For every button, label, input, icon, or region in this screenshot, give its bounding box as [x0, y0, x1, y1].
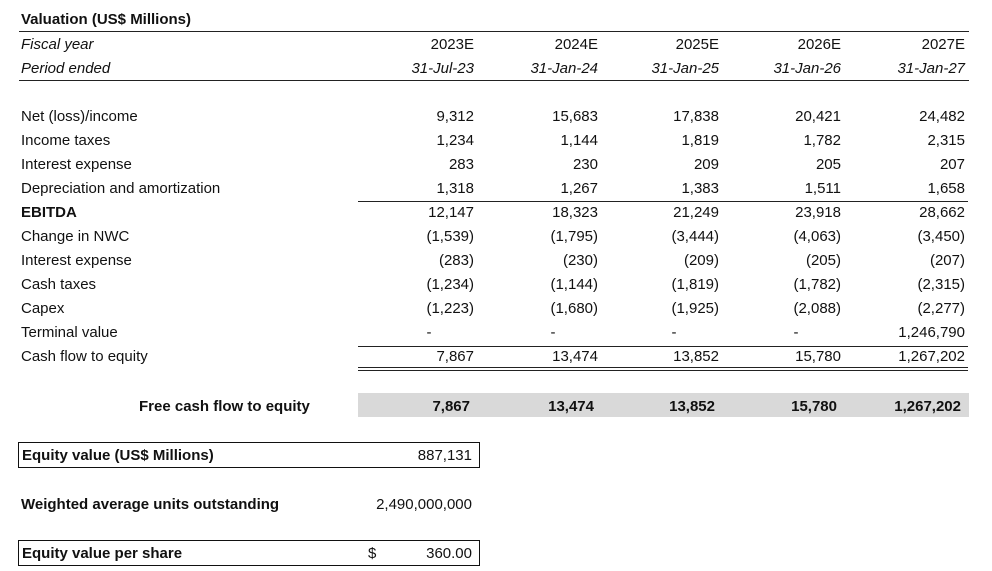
row-label: Change in NWC [21, 228, 130, 245]
row-label: Interest expense [21, 156, 132, 173]
table-cell: (207) [929, 252, 965, 269]
row-label: EBITDA [21, 204, 77, 221]
units-value: 2,490,000,000 [376, 496, 472, 513]
header-underline [19, 80, 969, 81]
table-cell: (1,782) [793, 276, 841, 293]
table-cell: (230) [562, 252, 598, 269]
fcf-value: 13,852 [669, 398, 715, 415]
table-cell: 1,267 [560, 180, 598, 197]
table-cell: 1,318 [436, 180, 474, 197]
row-label: Terminal value [21, 324, 118, 341]
period-header: 31-Jan-25 [651, 60, 719, 77]
table-cell: 20,421 [795, 108, 841, 125]
table-cell: (3,450) [917, 228, 965, 245]
table-cell: 1,234 [436, 132, 474, 149]
table-cell: (209) [683, 252, 719, 269]
ebitda-top-border [358, 201, 968, 202]
units-label: Weighted average units outstanding [21, 496, 280, 513]
year-header: 2027E [921, 36, 965, 53]
row-label: Interest expense [21, 252, 132, 269]
table-cell: 1,511 [804, 180, 841, 197]
table-cell: (2,088) [793, 300, 841, 317]
table-cell: (283) [438, 252, 474, 269]
table-cell: 12,147 [428, 204, 474, 221]
fcf-value: 13,474 [548, 398, 594, 415]
table-cell: 13,852 [673, 348, 719, 365]
row-label: Income taxes [21, 132, 111, 149]
per-share-label: Equity value per share [22, 545, 183, 562]
period-header: 31-Jan-24 [530, 60, 598, 77]
row-label: Cash taxes [21, 276, 97, 293]
fcf-value: 1,267,202 [894, 398, 961, 415]
table-cell: 205 [815, 156, 841, 173]
year-header: 2026E [797, 36, 841, 53]
cfe-top-border [358, 346, 968, 347]
row-label: Cash flow to equity [21, 348, 148, 365]
table-cell: 17,838 [673, 108, 719, 125]
period-header: 31-Jan-26 [773, 60, 841, 77]
table-cell: 15,780 [795, 348, 841, 365]
table-cell: 283 [448, 156, 474, 173]
table-cell: 209 [693, 156, 719, 173]
fcf-value: 15,780 [791, 398, 837, 415]
table-cell: (2,315) [917, 276, 965, 293]
table-cell: 21,249 [673, 204, 719, 221]
table-cell: (1,680) [550, 300, 598, 317]
row-label: Depreciation and amortization [21, 180, 221, 197]
table-cell: 207 [939, 156, 965, 173]
table-cell: (205) [805, 252, 841, 269]
period-label: Period ended [21, 60, 111, 77]
cfe-double-border-1 [358, 367, 968, 368]
table-cell: 2,315 [927, 132, 965, 149]
per-share-value: 360.00 [426, 545, 472, 562]
table-cell: 230 [572, 156, 598, 173]
table-cell: (1,819) [671, 276, 719, 293]
table-cell: 15,683 [552, 108, 598, 125]
fcf-value: 7,867 [432, 398, 470, 415]
table-cell: 1,267,202 [898, 348, 965, 365]
fiscal-year-label: Fiscal year [21, 36, 94, 53]
table-cell: - [550, 324, 556, 341]
table-cell: - [426, 324, 432, 341]
table-cell: 1,782 [803, 132, 841, 149]
table-cell: (2,277) [917, 300, 965, 317]
cfe-double-border-2 [358, 370, 968, 371]
table-cell: 1,144 [560, 132, 598, 149]
row-label: Capex [21, 300, 65, 317]
table-cell: (1,234) [426, 276, 474, 293]
table-cell: 28,662 [919, 204, 965, 221]
table-cell: (4,063) [793, 228, 841, 245]
year-header: 2025E [675, 36, 719, 53]
table-cell: 1,658 [927, 180, 965, 197]
table-cell: 1,246,790 [898, 324, 965, 341]
title-underline [19, 31, 969, 32]
equity-value-label: Equity value (US$ Millions) [22, 447, 214, 464]
table-cell: 23,918 [795, 204, 841, 221]
table-cell: (1,539) [426, 228, 474, 245]
equity-value: 887,131 [417, 447, 472, 464]
table-cell: (1,144) [550, 276, 598, 293]
table-cell: (1,795) [550, 228, 598, 245]
page-title: Valuation (US$ Millions) [21, 11, 192, 28]
table-cell: (3,444) [671, 228, 719, 245]
row-label: Net (loss)/income [21, 108, 138, 125]
table-cell: - [793, 324, 799, 341]
table-cell: 13,474 [552, 348, 598, 365]
per-share-currency: $ [368, 545, 377, 562]
year-header: 2024E [554, 36, 598, 53]
period-header: 31-Jul-23 [411, 60, 474, 77]
table-cell: 18,323 [552, 204, 598, 221]
table-cell: (1,925) [671, 300, 719, 317]
fcf-label: Free cash flow to equity [139, 398, 310, 415]
year-header: 2023E [430, 36, 474, 53]
table-cell: 1,383 [681, 180, 719, 197]
table-cell: 7,867 [436, 348, 474, 365]
table-cell: - [671, 324, 677, 341]
table-cell: 24,482 [919, 108, 965, 125]
table-cell: 1,819 [681, 132, 719, 149]
table-cell: 9,312 [436, 108, 474, 125]
period-header: 31-Jan-27 [897, 60, 965, 77]
table-cell: (1,223) [426, 300, 474, 317]
